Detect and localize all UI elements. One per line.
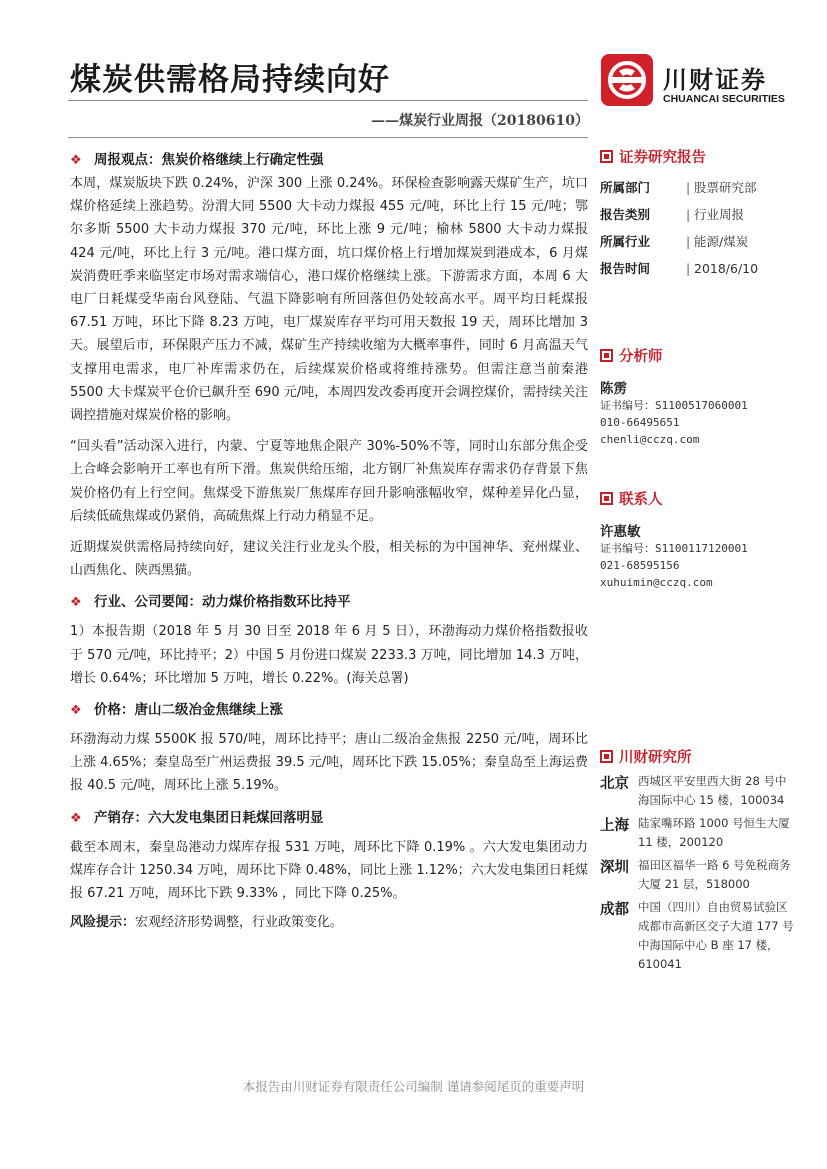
section-heading: ❖ 产销存：六大发电集团日耗煤回落明显 <box>70 806 588 830</box>
analyst-email: chenli@cczq.com <box>600 433 700 446</box>
paragraph: 近期煤炭供需格局持续向好，建议关注行业龙头个股，相关标的为中国神华、兖州煤业、山西焦化、陕西黑猫。 <box>70 540 588 579</box>
contact-cert: 证书编号：S1100117120001 <box>600 542 748 555</box>
office-shanghai: 上海 陆家嘴环路 1000 号恒生大厦 11 楼，200120 <box>600 816 790 849</box>
paragraph: 本周，煤炭版块下跌 0.24%，沪深 300 上涨 0.24%。环保检查影响露天煤矿生产，坑口煤价格延续上涨趋势。汾渭大同 5500 大卡动力煤报 455 元/吨，环比上行 15 元/吨；鄂尔多斯 5500 大卡动力煤报 370 元/吨，环比上涨 9 元/吨；榆林 5800 大卡动力煤报 424 元/吨，环比上行 3 元/吨。港口煤方面，坑口煤价格上行增加煤炭到港成本，6 月煤炭消费旺季来临坚定市场对需求端信心，港口煤价格继续上涨。下游需求方面，本周 6 大电厂日耗煤受华南台风登陆、气温下降影响有所回落但仍处较高水平。周平均日耗煤报 67.51 万吨，环比下降 8.23 万吨，电厂煤炭库存平均可用天数报 19 天，周环比增加 3 天。展望后市，环保限产压力不减，煤矿生产持续收缩为大概率事件，同时 6 月高温天气支撑用电需求，电厂补库需求仍在，后续煤炭价格或将维持涨势。但需注意当前秦港 5500 大卡煤炭平仓价已飙升至 690 元/吨，本周四发改委再度开会调控煤价，需持续关注调控措施对煤炭价格的影响。 <box>70 176 588 424</box>
analyst-name: 陈雳 <box>600 381 627 397</box>
diamond-bullet-icon: ❖ <box>70 153 82 168</box>
logo-text-cn: 川财证券 <box>663 66 767 94</box>
contact-name: 许惠敏 <box>600 524 641 540</box>
square-bullet-icon <box>600 750 613 763</box>
risk-note <box>70 911 588 934</box>
analyst-cert: 证书编号：S1100517060001 <box>600 399 748 412</box>
title-divider-bottom <box>68 137 588 138</box>
section-heading: ❖ 周报观点：焦炭价格继续上行确定性强 <box>70 148 588 172</box>
office-beijing: 北京 西城区平安里西大街 28 号中海国际中心 15 楼，100034 <box>600 774 787 807</box>
analyst-panel <box>600 345 800 448</box>
office-chengdu: 成都 中国（四川）自由贸易试验区成都市高新区交子大道 177 号中海国际中心 B 座 17 楼，610041 <box>600 900 794 971</box>
chuancai-logo-icon <box>601 54 653 106</box>
diamond-bullet-icon: ❖ <box>70 595 82 611</box>
contact-heading: 联系人 <box>600 488 800 512</box>
info-row-date: 报告时间 | 2018/6/10 <box>600 261 759 276</box>
contact-email: xuhuimin@cczq.com <box>600 576 713 589</box>
analyst-phone: 010-66495651 <box>600 416 680 429</box>
report-info-heading: 证券研究报告 <box>600 146 800 170</box>
paragraph: 环渤海动力煤 5500K 报 570/吨，周环比持平；唐山二级冶金焦报 2250 元/吨，周环比上涨 4.65%；秦皇岛至广州运费报 39.5 元/吨，周环比下跌 15.05%；秦皇岛至上海运费报 40.5 元/吨，周环比上涨 5.19%。 <box>70 732 588 794</box>
info-row-category: 报告类别 | 行业周报 <box>600 207 745 222</box>
page-footer: 本报告由川财证券有限责任公司编制 谨请参阅尾页的重要声明 <box>242 1079 585 1094</box>
office-shenzhen: 深圳 福田区福华一路 6 号免税商务大厦 21 层，518000 <box>600 858 791 891</box>
square-bullet-icon <box>600 349 613 362</box>
info-row-department: 所属部门 | 股票研究部 <box>600 180 757 195</box>
info-row-industry: 所属行业 | 能源/煤炭 <box>600 234 749 249</box>
institute-panel <box>600 746 800 978</box>
title-divider-top <box>68 100 588 101</box>
section-heading: ❖ 价格：唐山二级冶金焦继续上涨 <box>70 698 588 722</box>
paragraph: 截至本周末，秦皇岛港动力煤库存报 531 万吨，周环比下降 0.19% 。六大发电集团动力煤库存合计 1250.34 万吨，周环比下降 0.48%，同比上涨 1.12%；六大发电集团日耗煤报 67.21 万吨，周环比下跌 9.33% ，同比下降 0.25%。 <box>70 839 588 902</box>
main-content <box>70 148 588 934</box>
section-heading: ❖ 行业、公司要闻：动力煤价格指数环比持平 <box>70 590 588 614</box>
report-info-panel <box>600 146 800 282</box>
square-bullet-icon <box>600 492 613 505</box>
analyst-heading: 分析师 <box>600 345 800 369</box>
diamond-bullet-icon: ❖ <box>70 703 82 719</box>
report-title: 煤炭供需格局持续向好 <box>70 62 390 98</box>
square-bullet-icon <box>600 150 613 163</box>
logo-text-en: CHUANCAI SECURITIES <box>663 93 785 105</box>
institute-heading: 川财研究所 <box>600 746 800 770</box>
diamond-bullet-icon: ❖ <box>70 810 82 826</box>
contact-panel <box>600 488 800 591</box>
contact-phone: 021-68595156 <box>600 559 680 572</box>
paragraph: “回头看”活动深入进行，内蒙、宁夏等地焦企限产 30%-50%不等，同时山东部分焦企受上合峰会影响开工率也有所下滑。焦炭供给压缩，北方钢厂补焦炭库存需求仍存背景下焦炭价格仍有上行空间。焦煤受下游焦炭厂焦煤库存回升影响涨幅收窄，煤种差异化凸显，后续低硫焦煤或仍紧俏，高硫焦煤上行动力稍显不足。 <box>70 439 588 524</box>
paragraph: 1）本报告期（2018 年 5 月 30 日至 2018 年 6 月 5 日），环渤海动力煤价格指数报收于 570 元/吨，环比持平；2）中国 5 月份进口煤炭 2233.3 万吨，同比增加 14.3 万吨，增长 0.64%；环比增加 5 万吨，增长 0.22%。(海关总署) <box>70 624 588 686</box>
report-subtitle: ——煤炭行业周报（20180610） <box>371 113 589 129</box>
risk-text: 宏观经济形势调整，行业政策变化。 <box>135 915 344 931</box>
risk-label: 风险提示： <box>70 915 136 931</box>
